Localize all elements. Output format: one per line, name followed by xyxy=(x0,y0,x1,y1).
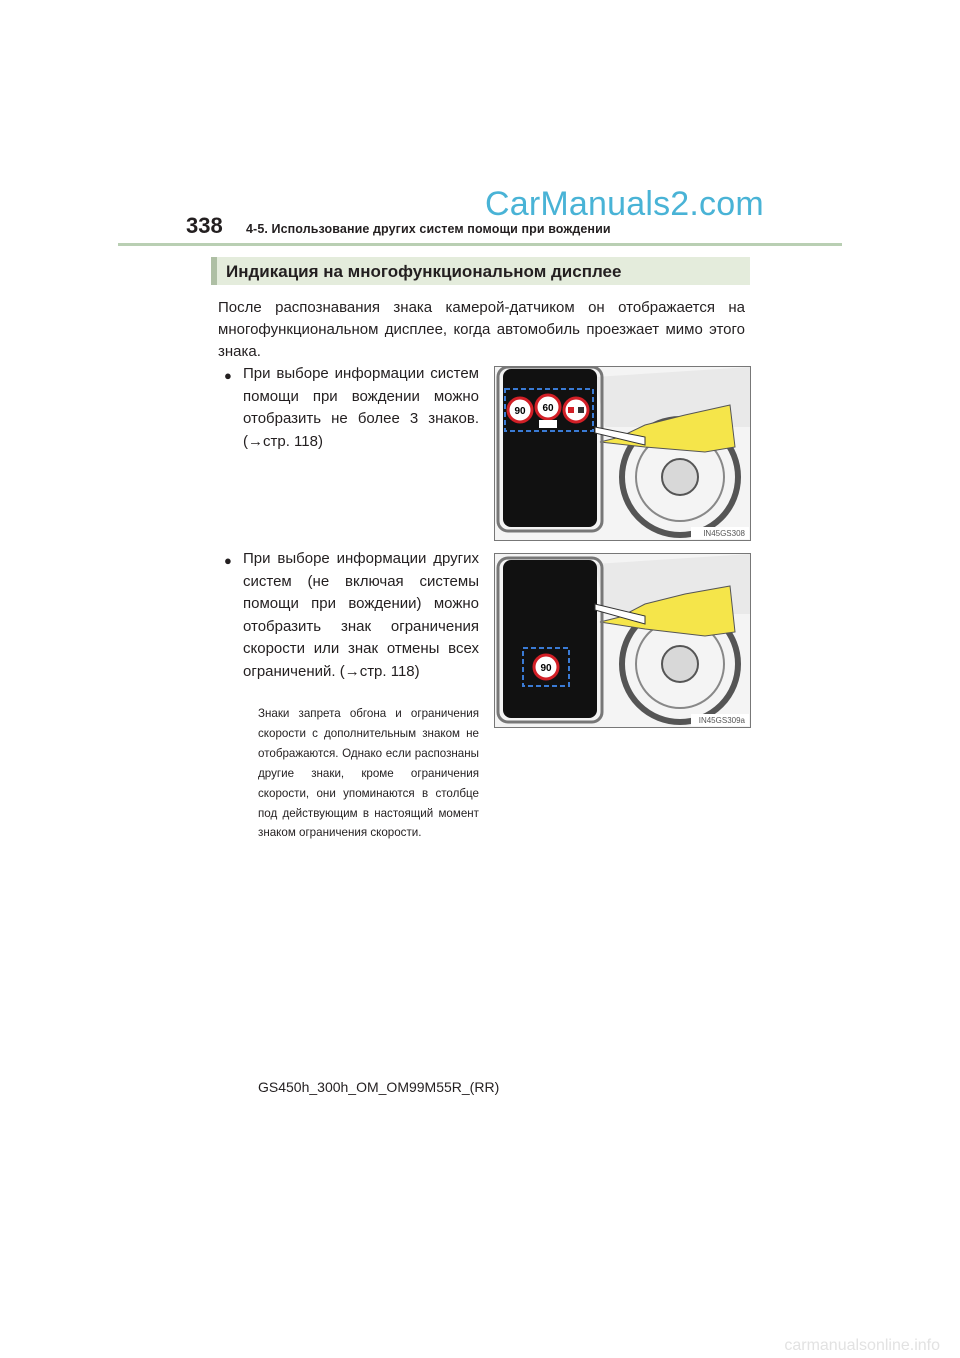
figure-dashboard-three-signs xyxy=(494,366,751,541)
bullet-item-2: При выборе информации других систем (не включая системы помощи при вождении) можно отобразить знак ограничения скорости или знак отмены всех ограничений. (→стр. 118) xyxy=(243,550,479,680)
bullet-item-1: При выборе информации систем помощи при вождении можно отобразить не более 3 знаков. (→стр. 118) xyxy=(243,365,479,450)
figure-label: IN45GS309a xyxy=(698,716,745,725)
footer-doc-id: GS450h_300h_OM_OM99M55R_(RR) xyxy=(258,1079,500,1095)
speed-sign-value: 60 xyxy=(542,403,554,414)
page-number: 338 xyxy=(186,213,223,238)
speed-sign-value: 90 xyxy=(540,663,552,674)
figure-label: IN45GS308 xyxy=(703,529,745,538)
chapter-title: 4-5. Использование других систем помощи при вождении xyxy=(246,222,611,236)
intro-paragraph: После распознавания знака камерой-датчиком он отображается на многофункциональном дисплее, когда автомобиль проезжает мимо этого знака. xyxy=(218,299,745,360)
no-overtaking-sign-icon xyxy=(564,398,588,422)
speed-sign-value: 90 xyxy=(514,406,526,417)
section-title: Индикация на многофункциональном дисплее xyxy=(226,262,622,281)
bottom-site-link[interactable]: carmanualsonline.info xyxy=(784,1337,940,1354)
bullet-dot-icon: ● xyxy=(224,553,232,568)
watermark-logo[interactable]: CarManuals2.com xyxy=(485,185,764,223)
note-paragraph: Знаки запрета обгона и ограничения скорости с дополнительным знаком не отображаются. Однако если распознаны другие знаки, кроме ограничения скорости, они упоминаются в столбце под действующим в настоящий момент знаком ограничения скорости. xyxy=(258,707,479,840)
figure-dashboard-one-sign xyxy=(494,553,751,728)
bullet-dot-icon: ● xyxy=(224,368,232,383)
header-divider xyxy=(118,243,842,246)
